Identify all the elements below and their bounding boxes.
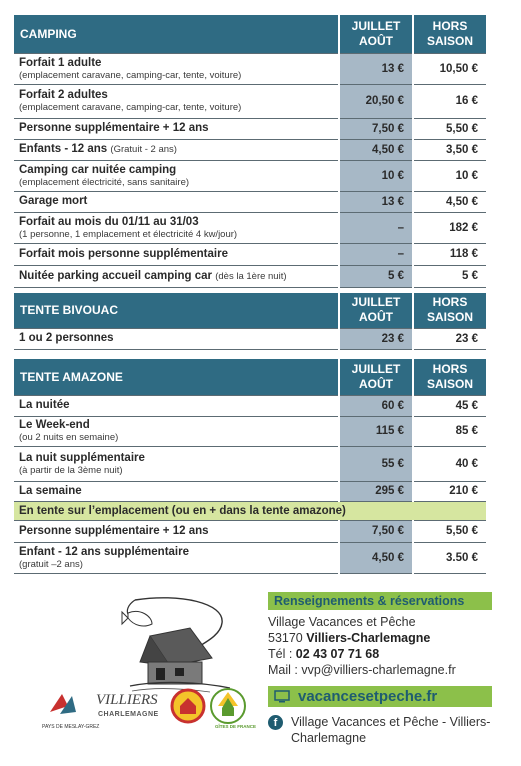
illustration-svg [40,588,270,758]
fish-icon [122,611,152,626]
website-link[interactable]: vacancesetpeche.fr [268,686,492,707]
table-row: La semaine 295 € 210 € [14,481,486,501]
table-row: Enfant - 12 ans supplémentaire (gratuit –2 ans) 4,50 € 3.50 € [14,542,486,573]
col-juillet-aout: JUILLET AOÛT [339,15,413,53]
table-row: Personne supplémentaire + 12 ans 7,50 € 5,50 € [14,520,486,542]
table-row: Camping car nuitée camping (emplacement électricité, sans sanitaire) 10 € 10 € [14,160,486,191]
cabin-icon [130,628,230,692]
table-row: Forfait au mois du 01/11 au 31/03 (1 personne, 1 emplacement et électricité 4 kw/jour) – 182 € [14,212,486,243]
info-mail[interactable]: Mail : vvp@villiers-charlemagne.fr [268,663,456,677]
table-row: La nuit supplémentaire (à partir de la 3ème nuit) 55 € 40 € [14,446,486,481]
bivouac-title: TENTE BIVOUAC [14,293,339,328]
computer-icon [274,690,290,703]
svg-text:GÎTES DE FRANCE: GÎTES DE FRANCE [215,724,257,729]
table-row: La nuitée 60 € 45 € [14,395,486,416]
amazone-title: TENTE AMAZONE [14,359,339,395]
peche-logo-icon [172,690,204,722]
info-tel[interactable]: Tél : 02 43 07 71 68 [268,647,380,661]
table-row: Personne supplémentaire + 12 ans 7,50 € 5,50 € [14,118,486,139]
col-hors-saison: HORS SAISON [413,15,486,53]
table-row: 1 ou 2 personnes 23 € 23 € [14,328,486,349]
col-hors-saison: HORS SAISON [413,293,486,328]
pays-logo-icon [42,694,99,730]
table-row: Forfait mois personne supplémentaire – 118 € [14,243,486,265]
table-row: Garage mort 13 € 4,50 € [14,191,486,212]
info-name: Village Vacances et Pêche [268,615,416,629]
info-city: 53170 Villiers-Charlemagne [268,631,431,645]
villiers-logo [96,692,159,718]
svg-text:CHARLEMAGNE: CHARLEMAGNE [98,711,159,718]
table-row: Enfants - 12 ans (Gratuit - 2 ans) 4,50 € 3,50 € [14,139,486,160]
contact-info [268,592,492,746]
amazone-table [14,359,486,574]
svg-text:VILLIERS: VILLIERS [96,692,158,708]
gites-logo-icon [211,689,256,729]
table-row: Le Week-end (ou 2 nuits en semaine) 115 € 85 € [14,416,486,446]
extra-header-row: En tente sur l’emplacement (ou en + dans la tente amazone) [14,501,486,520]
col-juillet-aout: JUILLET AOÛT [339,359,413,395]
table-row: Nuitée parking accueil camping car (dès la 1ère nuit) 5 € 5 € [14,265,486,287]
camping-table [14,15,486,288]
svg-text:PAYS DE MESLAY-GREZ: PAYS DE MESLAY-GREZ [42,724,100,730]
camping-title: CAMPING [14,15,339,53]
col-juillet-aout: JUILLET AOÛT [339,293,413,328]
logo-area [40,588,270,758]
table-row: Forfait 1 adulte (emplacement caravane, camping-car, tente, voiture) 13 € 10,50 € [14,53,486,84]
col-hors-saison: HORS SAISON [413,359,486,395]
facebook-icon: f [268,715,283,730]
info-header: Renseignements & réservations [268,592,492,610]
table-row: Forfait 2 adultes (emplacement caravane, camping-car, tente, voiture) 20,50 € 16 € [14,84,486,118]
bivouac-table [14,293,486,350]
facebook-link[interactable]: f Village Vacances et Pêche - Villiers-Charlemagne [268,714,492,746]
